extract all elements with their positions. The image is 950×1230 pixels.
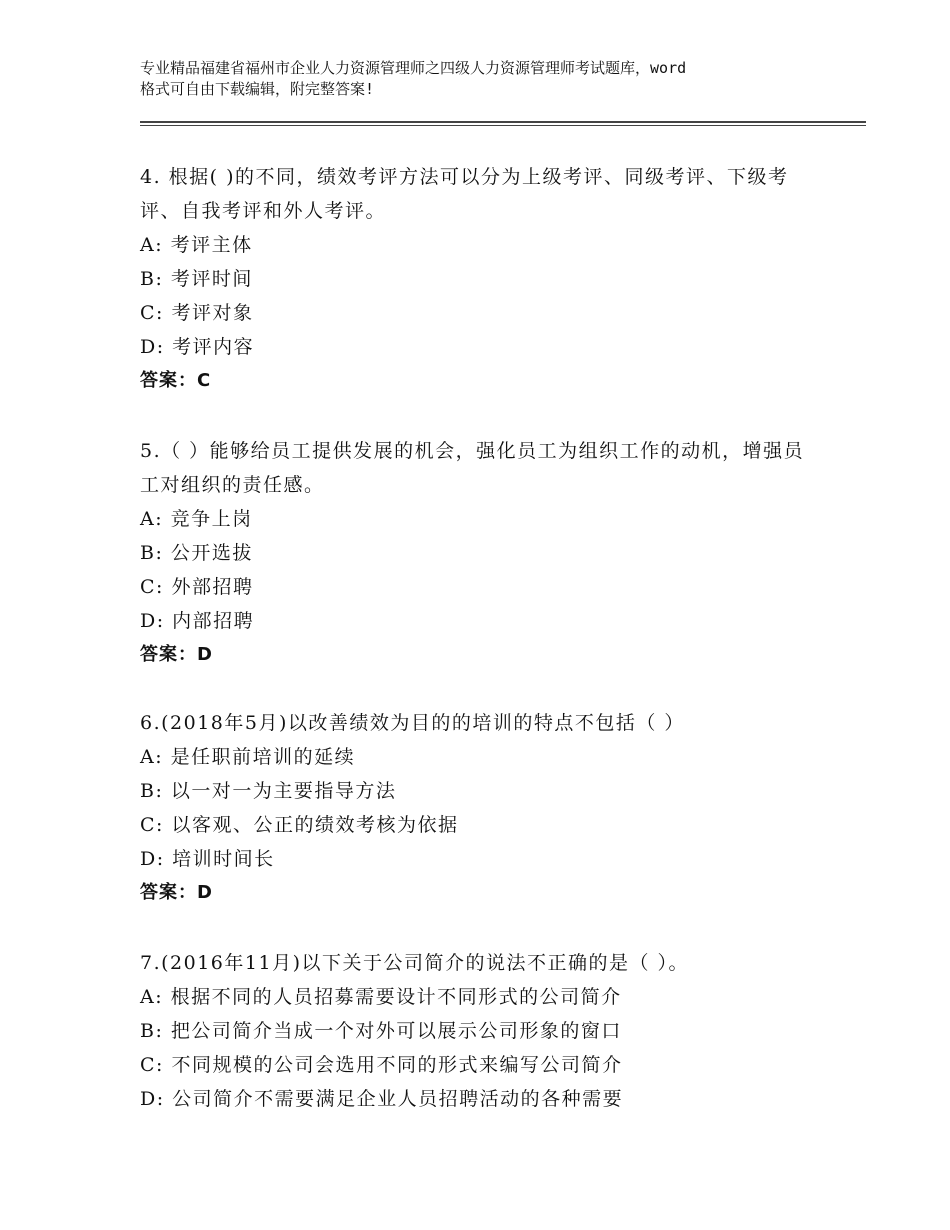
option-c: C: 不同规模的公司会选用不同的形式来编写公司简介 bbox=[140, 1054, 623, 1076]
document-header bbox=[140, 58, 840, 100]
option-c: C: 以客观、公正的绩效考核为依据 bbox=[140, 814, 459, 836]
answer-label: 答案：D bbox=[140, 644, 213, 665]
option-d: D: 考评内容 bbox=[140, 336, 255, 358]
question-block-6 bbox=[140, 706, 820, 910]
header-title-line-1: 专业精品福建省福州市企业人力资源管理师之四级人力资源管理师考试题库，word bbox=[140, 59, 687, 77]
header-title-line-2: 格式可自由下载编辑，附完整答案! bbox=[140, 80, 375, 98]
question-stem: 6.(2018年5月)以改善绩效为目的的培训的特点不包括（ ） bbox=[140, 712, 685, 734]
header-divider-thick bbox=[140, 121, 866, 123]
option-d: D: 内部招聘 bbox=[140, 610, 255, 632]
question-stem: 7.(2016年11月)以下关于公司简介的说法不正确的是（ ）。 bbox=[140, 952, 690, 974]
option-b: B: 以一对一为主要指导方法 bbox=[140, 780, 397, 802]
option-a: A: 根据不同的人员招募需要设计不同形式的公司简介 bbox=[140, 986, 622, 1008]
option-b: B: 把公司简介当成一个对外可以展示公司形象的窗口 bbox=[140, 1020, 622, 1042]
question-block-5 bbox=[140, 434, 820, 672]
answer-label: 答案：C bbox=[140, 370, 212, 391]
answer-label: 答案：D bbox=[140, 882, 213, 903]
header-divider-thin bbox=[140, 125, 866, 126]
option-b: B: 公开选拔 bbox=[140, 542, 253, 564]
question-block-7 bbox=[140, 946, 820, 1116]
option-d: D: 培训时间长 bbox=[140, 848, 275, 870]
option-c: C: 考评对象 bbox=[140, 302, 254, 324]
option-d: D: 公司简介不需要满足企业人员招聘活动的各种需要 bbox=[140, 1088, 624, 1110]
option-a: A: 考评主体 bbox=[140, 234, 253, 256]
option-b: B: 考评时间 bbox=[140, 268, 253, 290]
option-a: A: 是任职前培训的延续 bbox=[140, 746, 356, 768]
option-c: C: 外部招聘 bbox=[140, 576, 254, 598]
question-stem: 4. 根据( )的不同，绩效考评方法可以分为上级考评、同级考评、下级考评、自我考评和外人考评。 bbox=[140, 166, 789, 222]
question-stem: 5.（ ）能够给员工提供发展的机会，强化员工为组织工作的动机，增强员工对组织的责任感。 bbox=[140, 440, 805, 496]
question-block-4 bbox=[140, 160, 820, 398]
option-a: A: 竞争上岗 bbox=[140, 508, 253, 530]
